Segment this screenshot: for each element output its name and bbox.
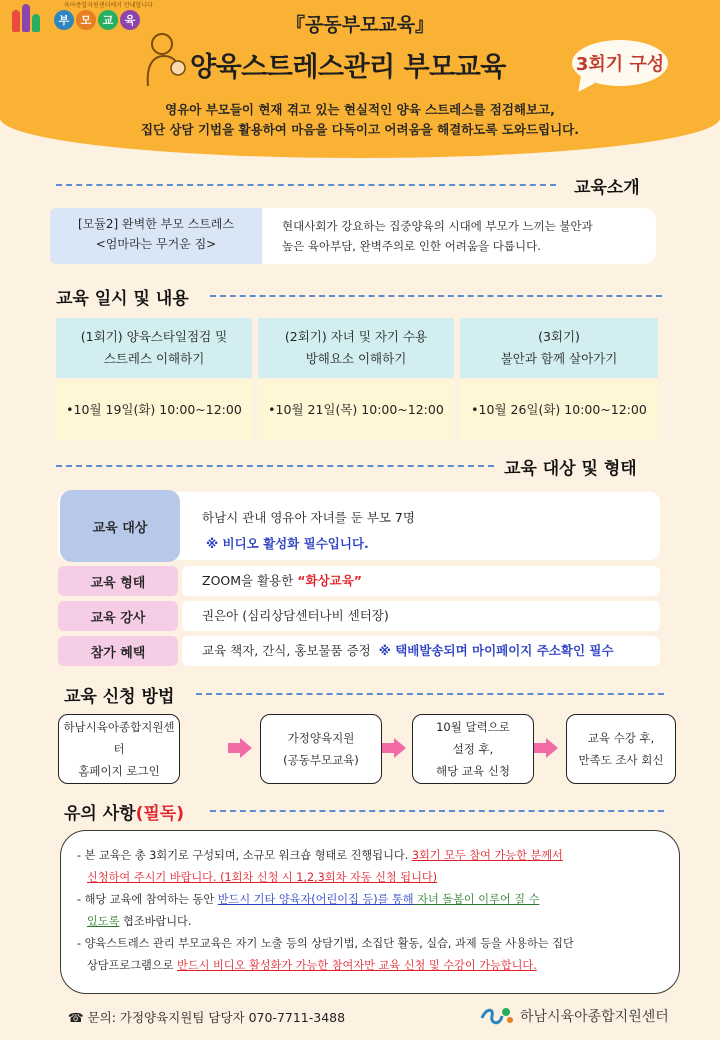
apply-step-2 (260, 714, 382, 784)
header-desc-line: 영유아 부모들이 현재 겪고 있는 현실적인 양육 스트레스를 점검해보고, (165, 102, 555, 117)
step-line: 교육 수강 후, (587, 731, 655, 745)
intro-desc-line: 현대사회가 강요하는 집중양육의 시대에 부모가 느끼는 불안과 (282, 219, 593, 233)
arrow-right-icon (534, 738, 558, 758)
step-line: 해당 교육 신청 (436, 764, 510, 778)
apply-step-1 (58, 714, 180, 784)
lecturer-value: 권은아 (심리상담센터나비 센터장) (182, 601, 660, 631)
arrow-right-icon (382, 738, 406, 758)
contact-info: ☎ 문의: 가정양육지원팀 담당자 070-7711-3488 (68, 1010, 346, 1025)
note-line (77, 955, 679, 977)
note-text: - 본 교육은 총 3회기로 구성되며, 소규모 워크숍 형태로 진행됩니다. (77, 849, 412, 862)
org-name: 하남시육아종합지원센터 (520, 1009, 669, 1025)
session-title-line: (2회기) 자녀 및 자기 수용 (284, 329, 428, 344)
format-label: 교육 형태 (58, 566, 178, 596)
logo-badge: 모 (76, 10, 96, 30)
format-text: ZOOM을 활용한 (202, 573, 298, 588)
note-emphasis: 반드시 비디오 활성화가 가능한 참여자만 교육 신청 및 수강이 가능합니다. (177, 959, 537, 972)
notes-box (60, 830, 680, 994)
session-title-line: 불안과 함께 살아가기 (500, 351, 618, 366)
apply-step-3 (412, 714, 534, 784)
session-count-bubble: 3회기 구성 (572, 40, 668, 86)
module-title-box (50, 208, 262, 264)
note-line (77, 911, 679, 933)
step-line: 홈페이지 로그인 (78, 764, 160, 778)
org-logo (478, 1004, 669, 1028)
lecturer-label: 교육 강사 (58, 601, 178, 631)
notes-section-title (64, 799, 184, 824)
target-label: 교육 대상 (60, 490, 180, 562)
note-emphasis: 자녀 돌봄이 이루어 질 수 (413, 893, 540, 906)
logo-badge: 부 (54, 10, 74, 30)
notes-title-emphasis: (필독) (135, 804, 184, 824)
session-1-title (56, 318, 252, 378)
session-title-line: (1회기) 양육스타일점검 및 (80, 329, 228, 344)
section-divider (196, 693, 664, 695)
intro-desc-line: 높은 육아부담, 완벽주의로 인한 어려움을 다룹니다. (282, 239, 541, 253)
benefit-note: ※ 택배발송되며 마이페이지 주소확인 필수 (378, 643, 614, 658)
header-kicker: 『공동부모교육』 (285, 14, 435, 36)
note-line (77, 845, 679, 867)
note-line (77, 889, 679, 911)
logo-badge: 육 (120, 10, 140, 30)
note-emphasis: 반드시 기타 양육자(어린이집 등)를 통해 (217, 893, 414, 906)
format-highlight: “화상교육” (297, 573, 363, 588)
step-line: 설정 후, (452, 742, 494, 756)
note-emphasis: 있도록 (87, 915, 120, 928)
note-text: 상담프로그램으로 (87, 959, 178, 972)
session-title-line: 방해요소 이해하기 (305, 351, 407, 366)
benefit-value (182, 636, 660, 666)
apply-section-title: 교육 신청 방법 (64, 687, 175, 707)
target-section-title: 교육 대상 및 형태 (504, 459, 637, 479)
step-line: 하남시육아종합지원센터 (63, 720, 175, 756)
target-note: ※ 비디오 활성화 필수입니다. (206, 536, 369, 551)
page-title: 양육스트레스관리 부모교육 (190, 52, 506, 83)
benefit-text: 교육 책자, 간식, 홍보물품 증정 (202, 643, 371, 658)
step-line: 가정양육지원 (287, 731, 355, 745)
note-text: - 해당 교육에 참여하는 동안 (77, 893, 218, 906)
section-divider (210, 295, 662, 297)
arrow-right-icon (228, 738, 252, 758)
benefit-label: 참가 혜택 (58, 636, 178, 666)
module-line: [모듈2] 완벽한 부모 스트레스 (78, 217, 234, 231)
notes-title-main: 유의 사항 (64, 804, 136, 824)
step-line: 10월 달력으로 (436, 720, 510, 734)
section-divider (56, 184, 556, 186)
logo-tagline: 육아종합지원센터에서 안내합니다 (64, 2, 153, 9)
session-1-date: •10월 19일(화) 10:00~12:00 (56, 380, 252, 440)
note-emphasis: 3회기 모두 참여 가능한 분께서 (411, 849, 563, 862)
format-value (182, 566, 660, 596)
header-desc-line: 집단 상담 기법을 활용하여 마음을 다독이고 어려움을 해결하도록 도와드립니다. (140, 122, 580, 137)
center-logo-icon (478, 1004, 514, 1028)
note-line (77, 933, 679, 955)
note-text: - 양육스트레스 관리 부모교육은 자기 노출 등의 상담기법, 소집단 활동, 실습, 과제 등을 사용하는 집단 (77, 937, 574, 950)
mother-child-icon (140, 28, 196, 88)
section-divider (56, 465, 494, 467)
section-divider (210, 810, 664, 812)
step-line: (공동부모교육) (283, 753, 359, 767)
note-text: 협조바랍니다. (119, 915, 192, 928)
session-title-line: 스트레스 이해하기 (103, 351, 205, 366)
header-description (0, 100, 720, 140)
target-value: 하남시 관내 영유아 자녀를 둔 부모 7명 (202, 510, 415, 525)
step-line: 만족도 조사 회신 (578, 753, 664, 767)
note-emphasis: 신청하여 주시기 바랍니다. (1회차 신청 시 1,2,3회차 자동 신청 됩니다) (87, 871, 438, 884)
intro-section-title: 교육소개 (574, 178, 640, 198)
module-line: <엄마라는 무거운 짐> (95, 237, 217, 251)
schedule-section-title: 교육 일시 및 내용 (56, 289, 189, 309)
session-3-title (460, 318, 658, 378)
apply-step-4 (566, 714, 676, 784)
session-2-title (258, 318, 454, 378)
session-2-date: •10월 21일(목) 10:00~12:00 (258, 380, 454, 440)
note-line (77, 867, 679, 889)
logo-badge: 교 (98, 10, 118, 30)
session-title-line: (3회기) (538, 329, 580, 344)
intro-description-box (262, 208, 656, 264)
session-3-date: •10월 26일(화) 10:00~12:00 (460, 380, 658, 440)
